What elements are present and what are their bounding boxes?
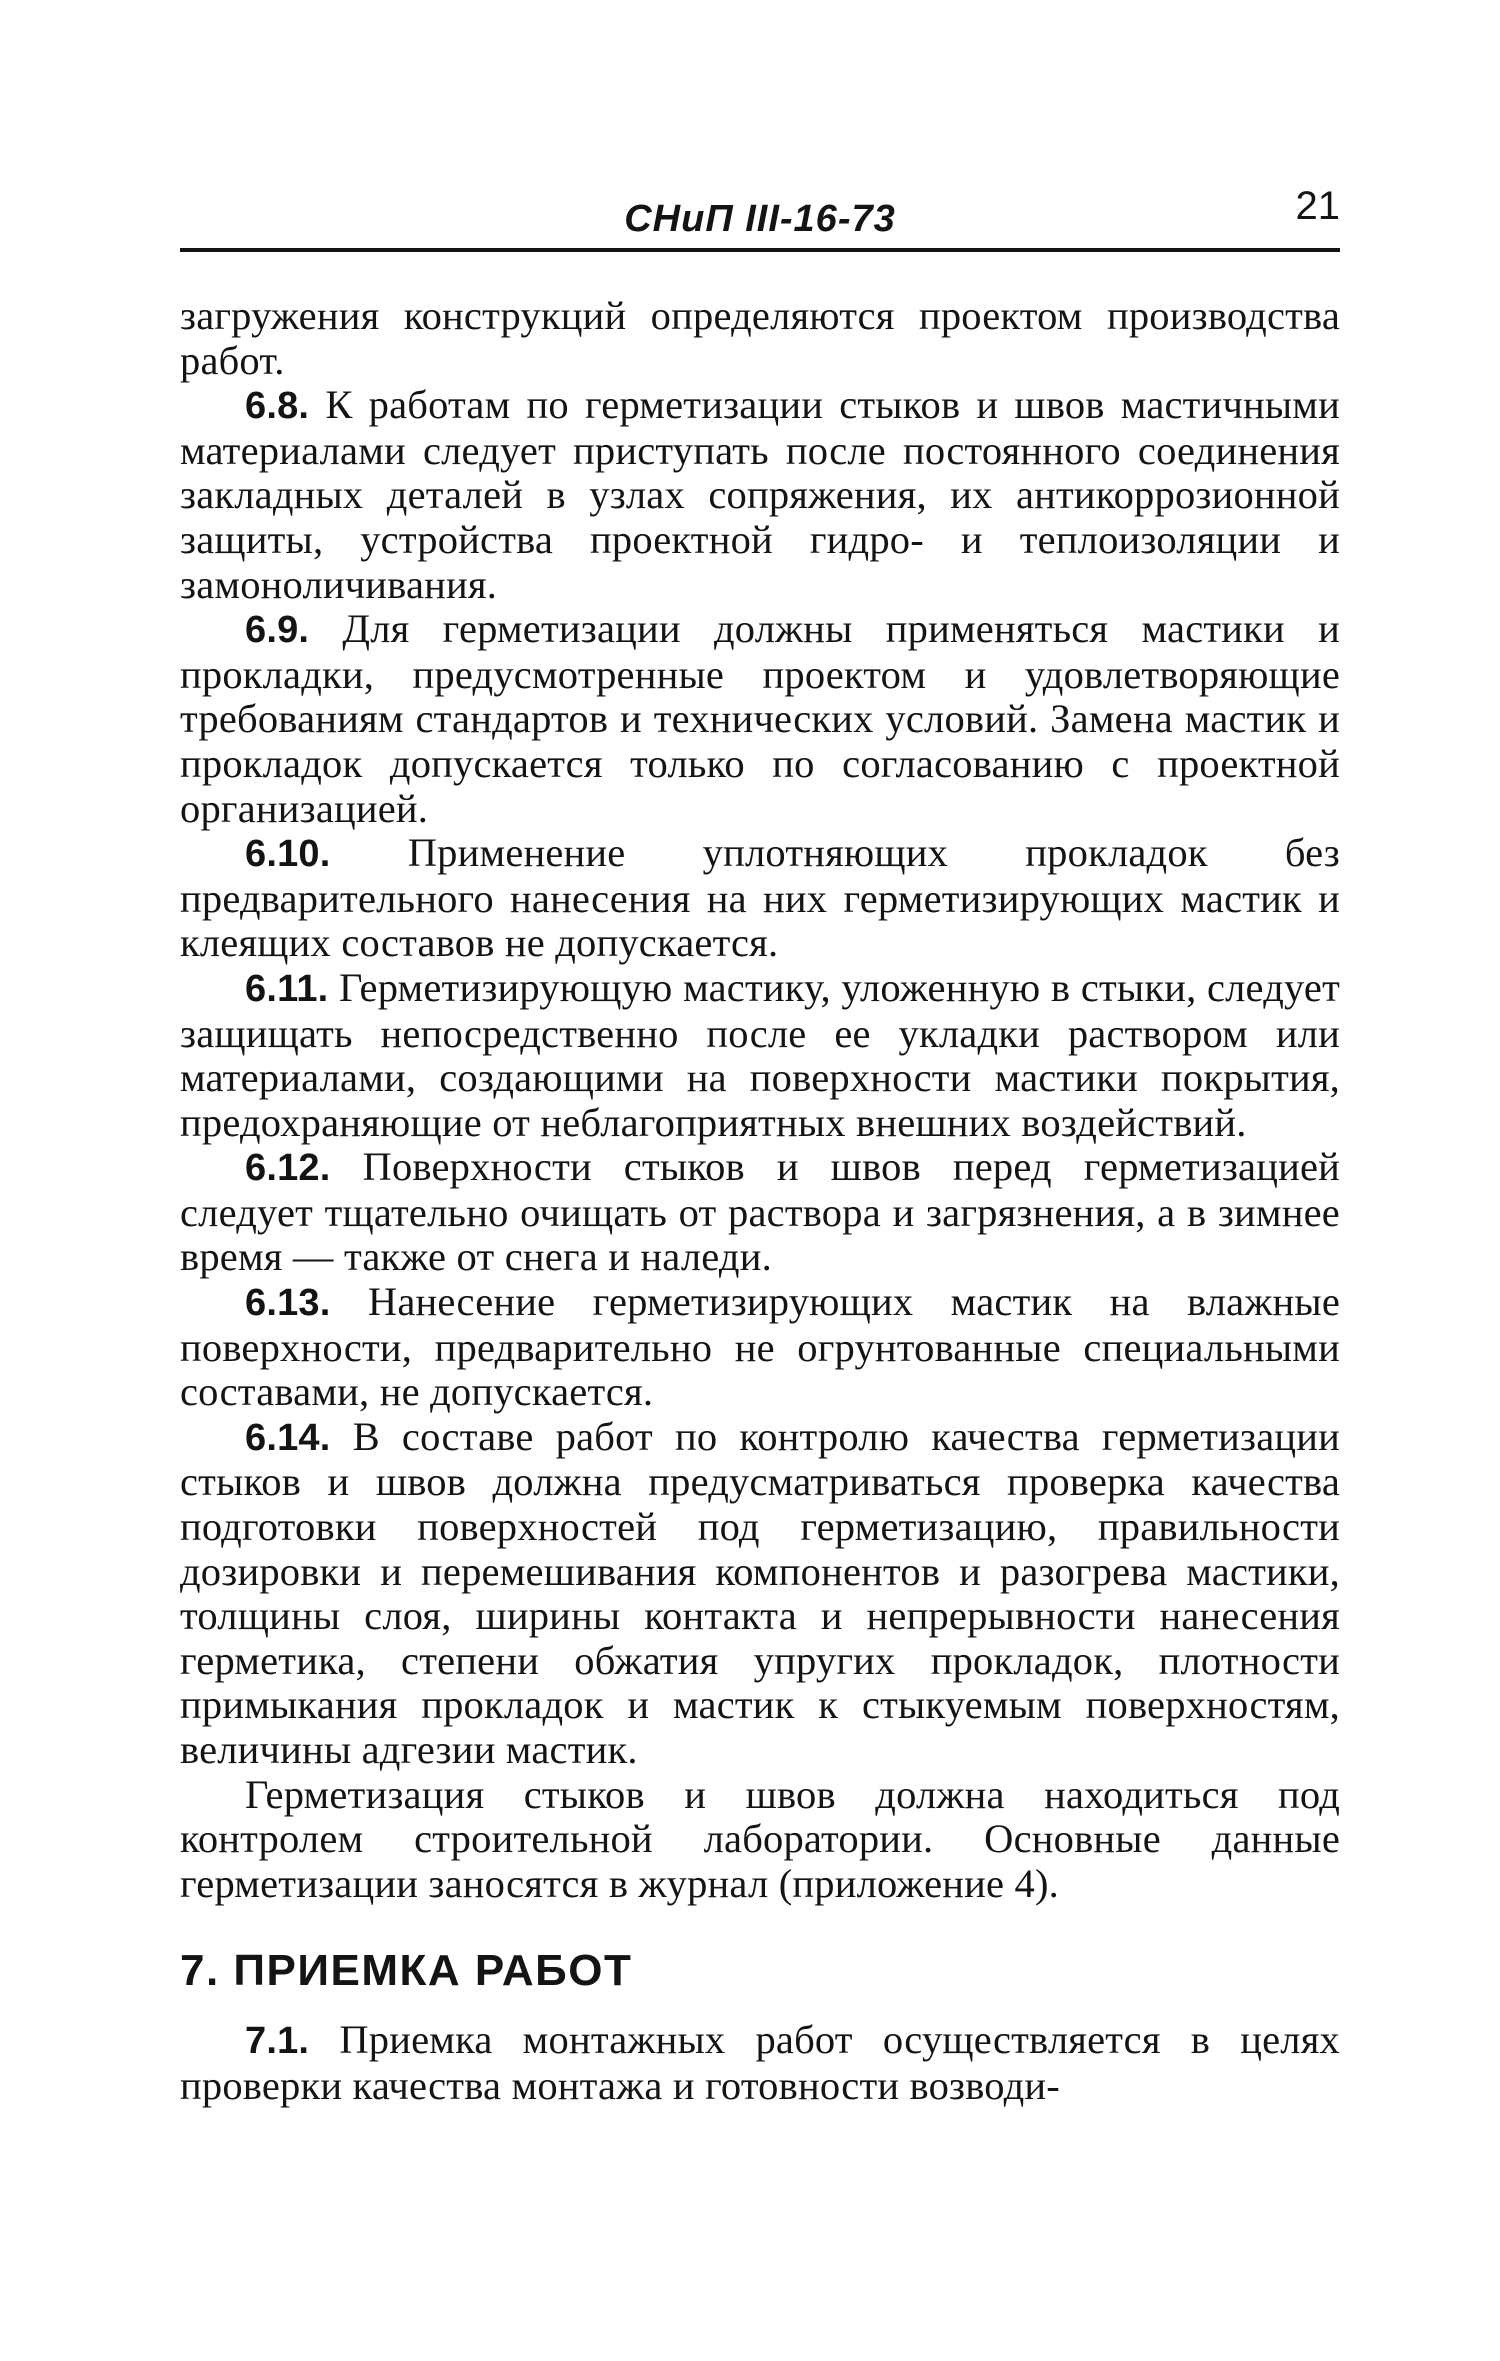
page-number: 21 [1295,184,1340,228]
paragraph-6-9 [180,607,1340,831]
paragraph-text: Герметизация стыков и швов должна находиться под контролем строительной лаборатории. Основные данные герметизации заносятся в журнал (приложение 4). [180,1771,1340,1906]
paragraph-text: Поверхности стыков и швов перед герметизацией следует тщательно очищать от раствора и загрязнения, а в зимнее время — также от снега и наледи. [180,1144,1340,1280]
paragraph-6-14 [180,1415,1340,1773]
document-code: СНиП III-16-73 [624,198,896,240]
paragraph-text: Приемка монтажных работ осуществляется в целях проверки качества монтажа и готовности возводи- [180,2017,1340,2108]
paragraph-text: Применение уплотняющих прокладок без предварительного нанесения на них герметизирующих мастик и клеящих составов не допускается. [180,830,1340,966]
clause-number: 6.11. [245,967,329,1010]
paragraph-text: Герметизирующую мастику, уложенную в стыки, следует защищать непосредственно после ее укладки раствором или материалами, создающими на поверхности мастики покрытия, предохраняющие от неблагоприятных внешних воздействий. [180,964,1340,1145]
clause-number: 6.12. [245,1147,331,1190]
clause-number: 7.1. [245,2020,310,2063]
clause-number: 6.13. [245,1282,331,1325]
paragraph-6-13 [180,1280,1340,1415]
paragraph-7-1 [180,2018,1340,2108]
paragraph-text: К работам по герметизации стыков и швов мастичными материалами следует приступать после постоянного соединения закладных деталей в узлах сопряжения, их антикоррозионной защиты, устройства проектной гидро- и теплоизоляции и замоноличивания. [180,382,1340,607]
paragraph-6-11 [180,966,1340,1145]
clause-number: 6.10. [245,833,331,876]
page-header [180,180,1340,260]
document-body [180,294,1340,2109]
clause-number: 6.9. [245,609,310,652]
paragraph-6-8 [180,383,1340,607]
paragraph-text: загружения конструкций определяются проектом производства работ. [180,293,1340,383]
paragraph-text: Для герметизации должны применяться мастики и прокладки, предусмотренные проектом и удовлетворяющие требованиям стандартов и технических условий. Замена мастик и прокладок допускается только по согласованию с проектной организацией. [180,606,1340,831]
paragraph-text: В составе работ по контролю качества герметизации стыков и швов должна предусматриваться проверка качества подготовки поверхностей под герметизацию, правильности дозировки и перемешивания компонентов и разогрева мастики, толщины слоя, ширины контакта и непрерывности нанесения герметика, степени обжатия упругих прокладок, плотности примыкания прокладок и мастик к стыкуемым поверхностям, величины адгезии мастик. [180,1413,1340,1772]
paragraph-6-10 [180,831,1340,966]
clause-number: 6.14. [245,1416,331,1459]
clause-number: 6.8. [245,385,310,428]
paragraph-6-12 [180,1145,1340,1280]
paragraph-text: Нанесение герметизирующих мастик на влажные поверхности, предварительно не огрунтованные специальными составами, не допускается. [180,1279,1340,1415]
paragraph-6-14-addendum [180,1773,1340,1907]
section-heading: 7. ПРИЕМКА РАБОТ [180,1946,633,1996]
paragraph-continuation [180,294,1340,383]
header-divider [180,248,1340,252]
